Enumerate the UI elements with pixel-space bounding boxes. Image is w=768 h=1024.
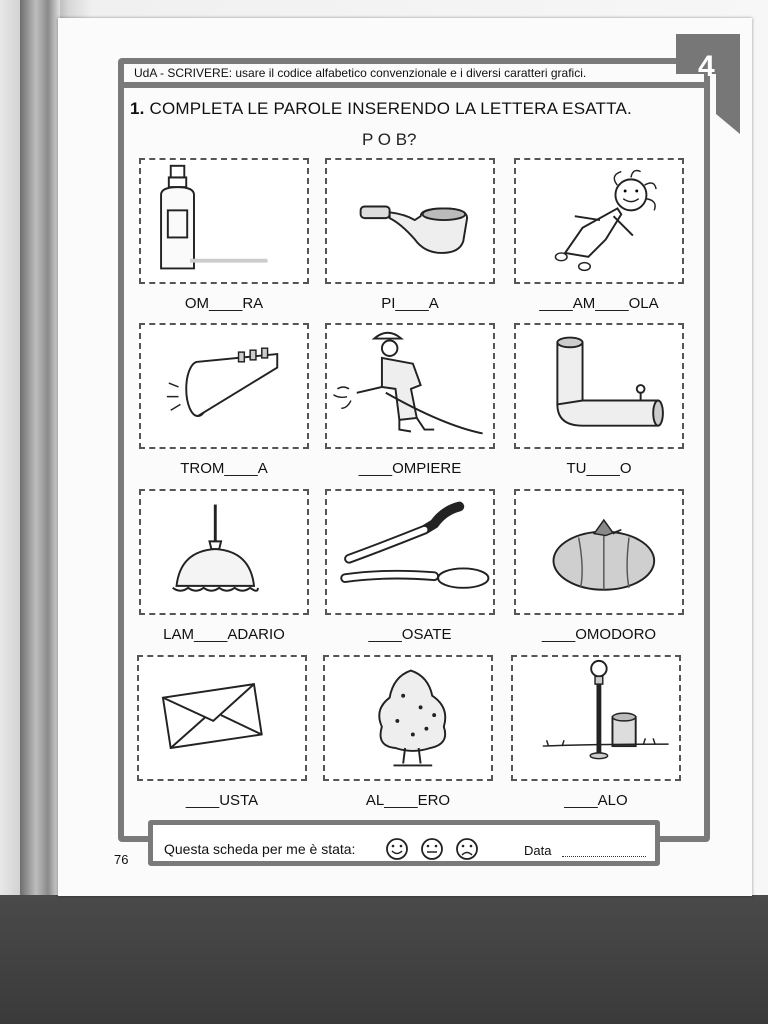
picture-cell <box>137 655 307 781</box>
uda-label: UdA - SCRIVERE: usare il codice alfabetico convenzionale e i diversi caratteri grafici. <box>134 66 587 80</box>
tube-icon <box>516 325 682 447</box>
sad-face-icon[interactable] <box>457 839 477 859</box>
letter-choice: P O B? <box>362 130 417 149</box>
rating-faces <box>385 836 495 862</box>
exercise-instruction: COMPLETA LE PAROLE INSERENDO LA LETTERA ESATTA. <box>149 99 632 118</box>
tomato-icon <box>516 491 682 613</box>
word-gap: ____ALO <box>564 792 628 809</box>
book-spine <box>20 0 60 900</box>
picture-cell <box>325 158 495 284</box>
picture-cell <box>139 158 309 284</box>
word-gap: OM____RA <box>184 295 264 312</box>
table-surface <box>0 895 768 1024</box>
page-number: 76 <box>114 852 129 867</box>
word-gap: ____OMODORO <box>541 626 657 643</box>
happy-face-icon[interactable] <box>387 839 407 859</box>
chandelier-icon <box>141 491 307 613</box>
picture-cell <box>514 158 684 284</box>
picture-cell <box>325 323 495 449</box>
cutlery-icon <box>327 491 493 613</box>
pole-icon <box>513 657 679 779</box>
firefighter-icon <box>327 325 493 447</box>
envelope-icon <box>139 657 305 779</box>
unit-number: 4 <box>698 50 715 83</box>
picture-cell <box>139 323 309 449</box>
word-gap: LAM____ADARIO <box>163 626 285 643</box>
neutral-face-icon[interactable] <box>422 839 442 859</box>
bottle-icon <box>141 160 307 282</box>
word-gap: PI____A <box>381 295 439 312</box>
exercise-number: 1. <box>130 99 145 118</box>
word-gap: AL____ERO <box>365 792 451 809</box>
picture-cell <box>514 489 684 615</box>
picture-cell <box>139 489 309 615</box>
exercise-title <box>130 99 632 119</box>
picture-cell <box>511 655 681 781</box>
word-gap: ____OSATE <box>368 626 452 643</box>
word-gap: ____USTA <box>185 792 259 809</box>
picture-cell <box>514 323 684 449</box>
word-gap: ____OMPIERE <box>358 460 462 477</box>
doll-icon <box>516 160 682 282</box>
rating-label: Questa scheda per me è stata: <box>164 841 356 857</box>
trumpet-icon <box>141 325 307 447</box>
word-gap: ____AM____OLA <box>539 295 659 312</box>
date-label: Data <box>524 843 552 858</box>
date-field[interactable] <box>562 856 646 857</box>
pipe-icon <box>327 160 493 282</box>
picture-cell <box>325 489 495 615</box>
word-gap: TU____O <box>566 460 632 477</box>
unit-corner-badge <box>676 34 740 134</box>
word-gap: TROM____A <box>180 460 268 477</box>
picture-cell <box>323 655 493 781</box>
tree-icon <box>325 657 491 779</box>
